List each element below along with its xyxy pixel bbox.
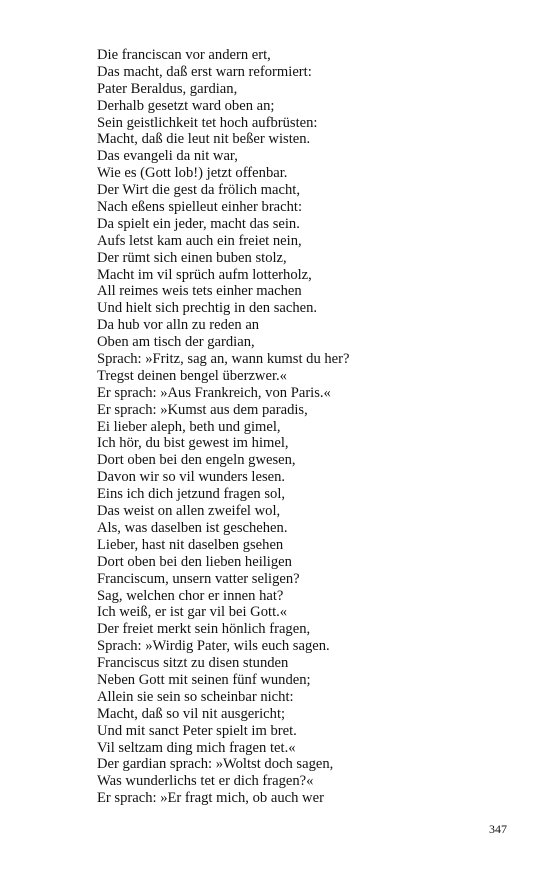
verse-text [97,47,517,807]
verse-line: Da hub vor alln zu reden an [97,317,260,334]
verse-line: Sprach: »Fritz, sag an, wann kumst du her? [97,351,350,368]
verse-line: Der rümt sich einen buben stolz, [97,249,287,266]
verse-line: Als, was daselben ist geschehen. [97,519,288,536]
verse-line: Dort oben bei den lieben heiligen [97,553,292,570]
verse-line: Ich hör, du bist gewest im himel, [97,435,289,452]
verse-line: Aufs letst kam auch ein freiet nein, [97,232,302,249]
verse-line: Davon wir so vil wunders lesen. [97,469,286,486]
verse-line: Derhalb gesetzt ward oben an; [97,97,275,114]
verse-line: Da spielt ein jeder, macht das sein. [97,215,300,232]
verse-line: Eins ich dich jetzund fragen sol, [97,486,286,503]
verse-line: Tregst deinen bengel überzwer.« [97,367,287,384]
verse-line: Ich weiß, er ist gar vil bei Gott.« [97,604,288,621]
verse-line: Ei lieber aleph, beth und gimel, [97,418,281,435]
verse-line: Und mit sanct Peter spielt im bret. [97,722,297,739]
verse-line: Macht im vil sprüch aufm lotterholz, [97,266,312,283]
verse-line: Macht, daß die leut nit beßer wisten. [97,131,311,148]
verse-line: Das evangeli da nit war, [97,148,238,165]
verse-line: All reimes weis tets einher machen [97,283,302,300]
verse-line: Der Wirt die gest da frölich macht, [97,182,300,199]
verse-line: Sprach: »Wirdig Pater, wils euch sagen. [97,638,330,655]
verse-line: Sag, welchen chor er innen hat? [97,587,284,604]
verse-line: Neben Gott mit seinen fünf wunden; [97,671,311,688]
verse-line: Macht, daß so vil nit ausgericht; [97,705,286,722]
verse-line: Vil seltzam ding mich fragen tet.« [97,739,296,756]
verse-line: Und hielt sich prechtig in den sachen. [97,300,318,317]
verse-line: Wie es (Gott lob!) jetzt offenbar. [97,165,288,182]
verse-line: Dort oben bei den engeln gwesen, [97,452,296,469]
page-number: 347 [489,822,507,836]
verse-line: Franciscum, unsern vatter seligen? [97,570,300,587]
verse-line: Pater Beraldus, gardian, [97,80,238,97]
verse-line: Das macht, daß erst warn reformiert: [97,63,312,80]
verse-line: Allein sie sein so scheinbar nicht: [97,688,294,705]
verse-line: Der gardian sprach: »Woltst doch sagen, [97,756,334,773]
verse-line: Er sprach: »Er fragt mich, ob auch wer [97,790,324,807]
verse-line: Das weist on allen zweifel wol, [97,503,281,520]
verse-line: Was wunderlichs tet er dich fragen?« [97,773,314,790]
verse-line: Sein geistlichkeit tet hoch aufbrüsten: [97,114,318,131]
verse-line: Oben am tisch der gardian, [97,334,255,351]
verse-line: Franciscus sitzt zu disen stunden [97,655,289,672]
verse-line: Er sprach: »Aus Frankreich, von Paris.« [97,384,331,401]
verse-line: Der freiet merkt sein hönlich fragen, [97,621,311,638]
verse-line: Die franciscan vor andern ert, [97,47,271,63]
verse-line: Nach eßens spielleut einher bracht: [97,199,303,216]
verse-line: Lieber, hast nit daselben gsehen [97,536,284,553]
verse-line: Er sprach: »Kumst aus dem paradis, [97,401,308,418]
